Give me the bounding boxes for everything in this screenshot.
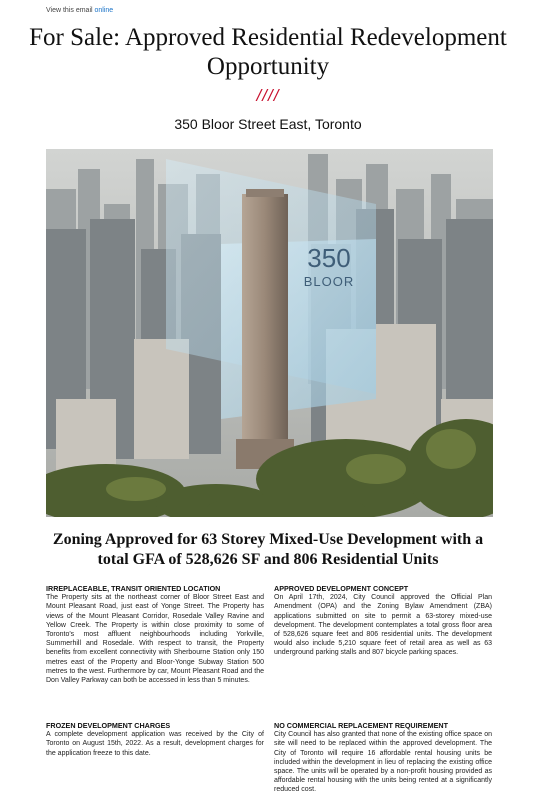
property-address: 350 Bloor Street East, Toronto [174, 116, 362, 132]
proposed-tower [242, 194, 288, 459]
email-title: For Sale: Approved Residential Redevelopment Opportunity [29, 24, 507, 80]
overlay-number: 350 [307, 243, 351, 273]
city-skyline-illustration [46, 149, 493, 517]
section-commercial-replacement [274, 721, 492, 795]
section-location [46, 584, 264, 685]
section-development-charges [46, 721, 264, 758]
overlay-word: BLOOR [303, 274, 355, 289]
hero-rendering-image[interactable] [46, 149, 493, 517]
decorative-divider: //// [256, 86, 280, 105]
view-online-link[interactable]: online [94, 7, 114, 14]
section-body: On April 17th, 2024, City Council approved the Official Plan Amendment (OPA) and the Zoning Bylaw Amendment (ZBA) applications submitted on site to permit a 63-storey mixed-use development. The development contemplates a total gross floor area of 528,626 square feet and 806 residential units. The development would also include 5,210 square feet of retail area as well as 63 underground parking stalls and 807 bicycle parking spaces. [274, 594, 492, 657]
section-body: A complete development application was received by the City of Toronto on August 15th, 2022. As a result, development charges for the application freeze to this date. [46, 731, 264, 757]
section-development-concept [274, 584, 492, 658]
section-heading: IRREPLACEABLE, TRANSIT ORIENTED LOCATION [46, 584, 221, 593]
section-heading: APPROVED DEVELOPMENT CONCEPT [274, 584, 409, 593]
zoning-headline: Zoning Approved for 63 Storey Mixed-Use Development with a total GFA of 528,626 SF and 806 Residential Units [52, 531, 484, 568]
preheader-text: View this email [46, 7, 95, 14]
section-heading: NO COMMERCIAL REPLACEMENT REQUIREMENT [274, 721, 448, 730]
section-heading: FROZEN DEVELOPMENT CHARGES [46, 721, 171, 730]
section-body: The Property sits at the northeast corner of Bloor Street East and Mount Pleasant Road, just east of Yonge Street. The Property has views of the Mount Pleasant Corridor, Rosedale Valley Ravine and Yellow Creek. The Property is within close proximity to some of Toronto's most affluent neighbourhoods including Yorkville, Summerhill and Rosedale. With respect to transit, the Property benefits from excellent connectivity with Sherbourne Station only 150 metres east of the Property and Bloor-Yonge Subway Station 500 metres to the west. Furthermore by car, Mount Pleasant Road and the Don Valley Parkway can both be accessed in less than 5 minutes. [46, 594, 264, 685]
view-online-line [46, 7, 113, 14]
section-body: City Council has also granted that none of the existing office space on site will need to be replaced within the approved development. The City of Toronto will require 16 affordable rental housing units be included within the development in lieu of replacing the existing office space. The units will be operated by a non-profit housing provided as affordable rental housing with the units being rented at a significantly reduced cost. [274, 731, 492, 794]
